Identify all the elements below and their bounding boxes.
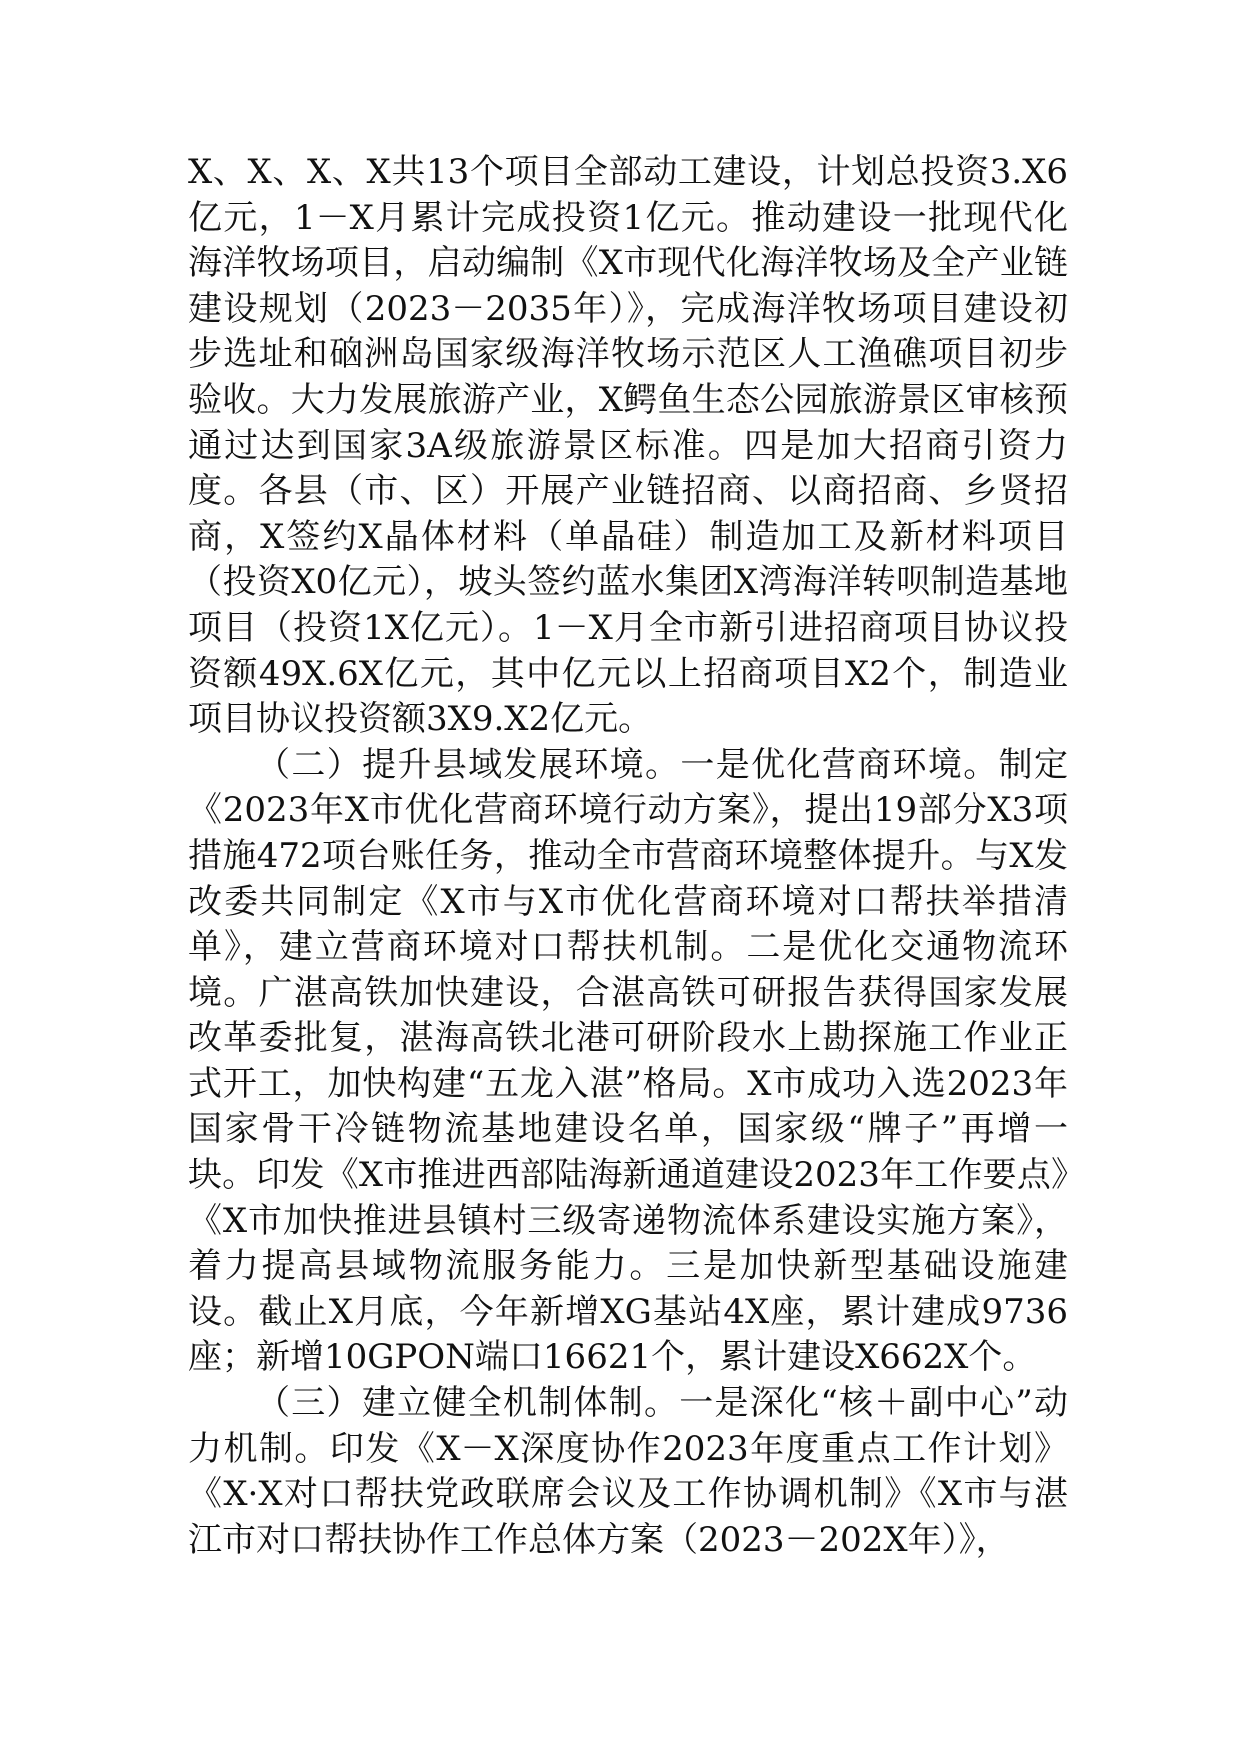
paragraph-county-environment: （二）提升县域发展环境。一是优化营商环境。制定《2023年X市优化营商环境行动方案》，提出19部分X3项措施472项台账任务，推动全市营商环境整体提升。与X发改委共同制定《X市与X市优化营商环境对口帮扶举措清单》，建立营商环境对口帮扶机制。二是优化交通物流环境。广湛高铁加快建设，合湛高铁可研报告获得国家发展改革委批复，湛海高铁北港可研阶段水上勘探施工作业正式开工，加快构建“五龙入湛”格局。X市成功入选2023年国家骨干冷链物流基地建设名单，国家级“牌子”再增一块。印发《X市推进西部陆海新通道建设2023年工作要点》《X市加快推进县镇村三级寄递物流体系建设实施方案》，着力提高县域物流服务能力。三是加快新型基础设施建设。截止X月底，今年新增XG基站4X座，累计建成9736座；新增10GPON端口16621个，累计建设X662X个。 — [188, 744, 1068, 1378]
paragraph-mechanism-system: （三）建立健全机制体制。一是深化“核＋副中心”动力机制。印发《X－X深度协作2023年度重点工作计划》《X·X对口帮扶党政联席会议及工作协调机制》《X市与湛江市对口帮扶协作工作总体方案（2023－202X年）》， — [188, 1383, 1068, 1560]
paragraph-project-investment: X、X、X、X共13个项目全部动工建设，计划总投资3.X6亿元，1－X月累计完成投资1亿元。推动建设一批现代化海洋牧场项目，启动编制《X市现代化海洋牧场及全产业链建设规划（2023－2035年）》，完成海洋牧场项目建设初步选址和硇洲岛国家级海洋牧场示范区人工渔礁项目初步验收。大力发展旅游产业，X鳄鱼生态公园旅游景区审核预通过达到国家3A级旅游景区标准。四是加大招商引资力度。各县（市、区）开展产业链招商、以商招商、乡贤招商，X签约X晶体材料（单晶硅）制造加工及新材料项目（投资X0亿元），坡头签约蓝水集团X湾海洋转呗制造基地项目（投资1X亿元）。1－X月全市新引进招商项目协议投资额49X.6X亿元，其中亿元以上招商项目X2个，制造业项目协议投资额3X9.X2亿元。 — [188, 152, 1068, 740]
body-text — [188, 150, 1068, 1563]
